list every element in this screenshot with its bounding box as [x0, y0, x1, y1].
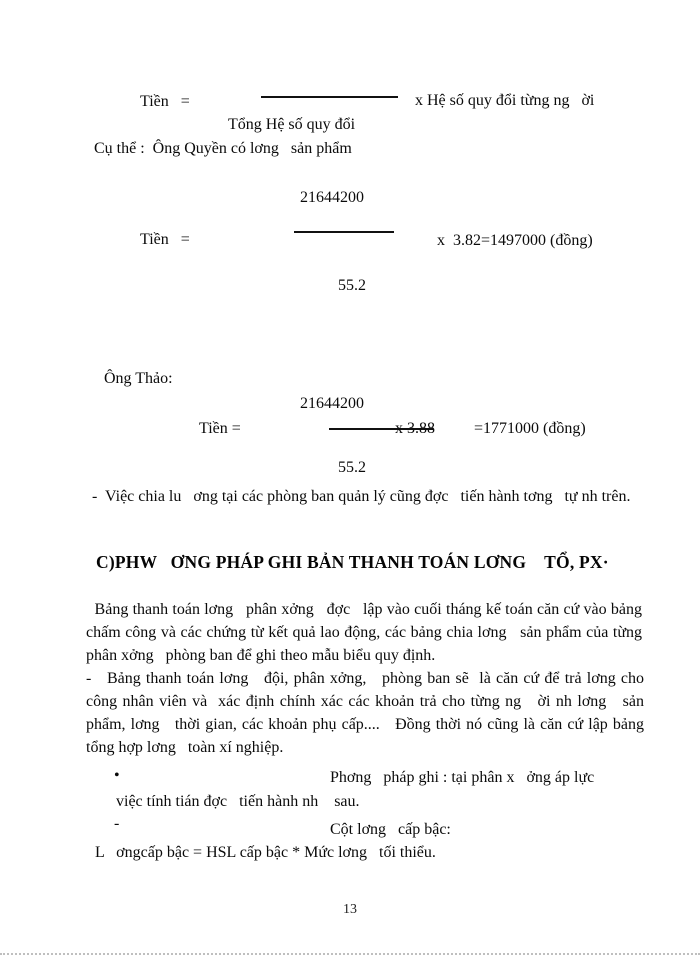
example-intro-line: Cụ thể : Ông Quyền có lơng sản phẩm: [94, 140, 352, 157]
formula-quyen-denominator: 55.2: [338, 277, 366, 294]
formula-general-denominator: Tổng Hệ số quy đổi: [228, 116, 356, 133]
formula-thao-result: =1771000 (đồng): [474, 420, 586, 437]
paragraph-bang-1: Bảng thanh toán lơng phân xởng đợc lập vào cuối tháng kế toán căn cứ vào bảng chấm công và các chứng từ kết quả lao động, các bảng chia lơng sản phẩm của từng phân xởng phòng ban để ghi theo mẫu biểu quy định.: [86, 601, 647, 664]
bullet-line-2: việc tính tián đợc tiến hành nh sau.: [116, 793, 360, 810]
dash-icon: -: [114, 815, 120, 832]
formula-general-rhs: x Hệ số quy đổi từng ng ời: [415, 92, 595, 109]
formula-capbac-line: L ơngcấp bậc = HSL cấp bậc * Mức lơng tối thiểu.: [95, 844, 436, 861]
formula-quyen-numerator: 21644200: [300, 189, 364, 206]
page-number: 13: [343, 902, 357, 917]
section-heading: C)PHW ƠNG PHÁP GHI BẢN THANH TOÁN LƠNG TỔ, PX·: [96, 552, 609, 572]
paragraph-bang-2: - Bảng thanh toán lơng đội, phân xởng, phòng ban sẽ là căn cứ để trả lơng cho công nhân viên và xác định chính xác các khoản trả cho từng ng ời nh lơng sản phẩm, lơng thời gian, các khoản phụ cấp.... Đồng thời nó cũng là căn cứ lập bảng tổng hợp lơng toàn xí nghiệp.: [86, 670, 648, 756]
formula-quyen-lhs: Tiền =: [140, 231, 190, 248]
bullet-line-1: Phơng pháp ghi : tại phân x ởng áp lực: [330, 769, 595, 786]
formula-general-fraction-bar: [261, 96, 398, 98]
page-boundary-dotted-line: [0, 953, 700, 955]
formula-thao-numerator: 21644200: [300, 395, 364, 412]
thao-label: Ông Thảo:: [104, 370, 173, 387]
paragraph-note: - Việc chia lu ơng tại các phòng ban quản lý cũng đợc tiến hành tơng tự nh trên.: [88, 488, 631, 505]
formula-thao-lhs: Tiền =: [199, 420, 241, 437]
formula-thao-multiplier: x 3.88: [395, 420, 435, 437]
dash-item-text: Cột lơng cấp bậc:: [330, 821, 451, 838]
formula-general-lhs: Tiền =: [140, 93, 190, 110]
formula-quyen-rhs: x 3.82=1497000 (đồng): [437, 232, 593, 249]
formula-thao-denominator: 55.2: [338, 459, 366, 476]
formula-quyen-fraction-bar: [294, 231, 394, 233]
bullet-icon: •: [114, 767, 120, 784]
